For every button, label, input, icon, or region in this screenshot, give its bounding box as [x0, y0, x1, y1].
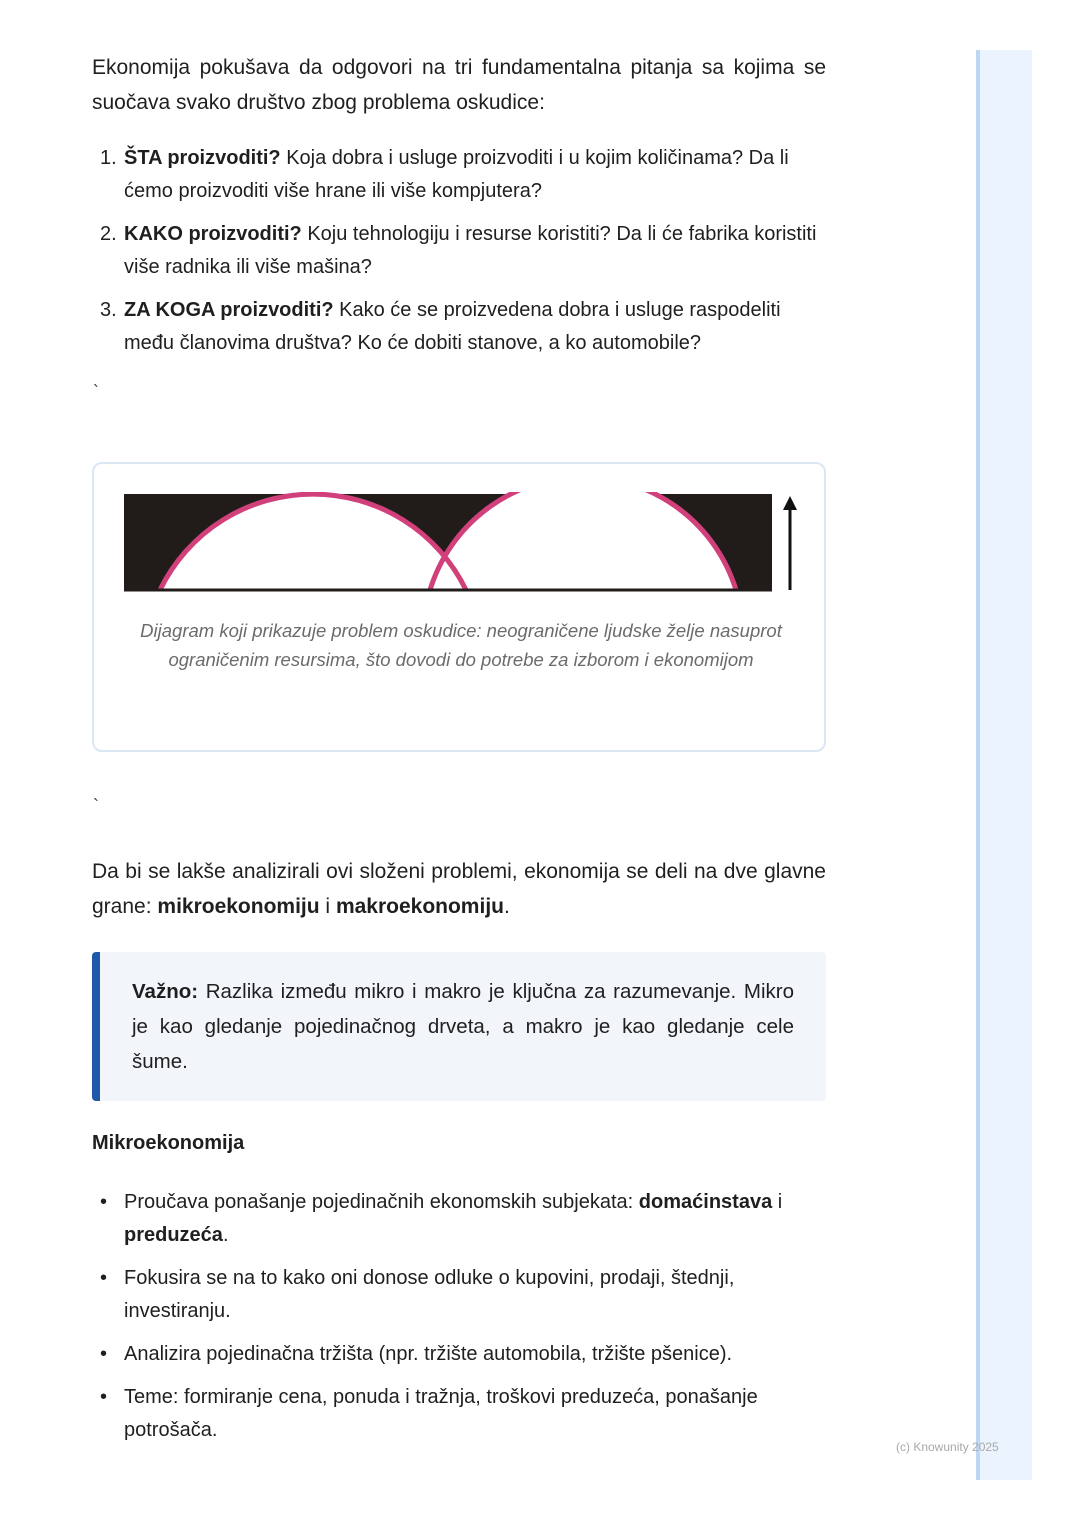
callout-body: Razlika između mikro i makro je ključna za razumevanje. Mikro je kao gledanje pojedinačnog drveta, a makro je kao gledanje cele šume.: [132, 980, 794, 1073]
callout-text: [132, 974, 794, 1079]
item-number: 3.: [100, 299, 117, 321]
arrow-up-icon: [783, 496, 797, 510]
bullet-text: Analizira pojedinačna tržišta (npr. tržište automobila, tržište pšenice).: [124, 1343, 733, 1365]
list-item: [100, 218, 826, 284]
micro-bullet-list: [100, 1186, 826, 1457]
division-end: .: [503, 895, 510, 918]
division-mid: i: [319, 895, 336, 918]
item-number: 2.: [100, 223, 117, 245]
division-paragraph: [92, 854, 826, 924]
bullet-text: Proučava ponašanje pojedinačnih ekonomskih subjekata:: [124, 1191, 639, 1213]
intro-paragraph: Ekonomija pokušava da odgovori na tri fundamentalna pitanja sa kojima se suočava svako društvo zbog problema oskudice:: [92, 56, 826, 114]
question-title: ZA KOGA proizvoditi?: [124, 299, 334, 321]
bullet-bold: domaćinstava: [638, 1191, 773, 1213]
list-item: [100, 142, 826, 208]
bullet-dot-icon: •: [100, 1267, 108, 1289]
bullet-bold: preduzeća: [124, 1224, 223, 1246]
bullet-dot-icon: •: [100, 1386, 108, 1408]
question-title: KAKO proizvoditi?: [124, 223, 302, 245]
list-item: [100, 1381, 826, 1447]
copyright-footer: (c) Knowunity 2025: [896, 1440, 999, 1454]
micro-heading: Mikroekonomija: [92, 1132, 245, 1154]
bullet-mid: i: [772, 1191, 783, 1213]
bullet-dot-icon: •: [100, 1191, 108, 1213]
scarcity-figure: [92, 462, 826, 752]
question-text: Kako će se proizvedena dobra i usluge raspodeliti među članovima društva? Ko će dobiti stanove, a ko automobile?: [124, 299, 781, 354]
list-item: [100, 1338, 826, 1371]
bullet-dot-icon: •: [100, 1343, 108, 1365]
division-text: Da bi se lakše analizirali ovi složeni problemi, ekonomija se deli na dve glavne grane:: [92, 860, 826, 918]
scarcity-diagram: [124, 492, 804, 602]
bullet-end: .: [222, 1224, 229, 1246]
main-content: [92, 50, 826, 354]
micro-term: mikroekonomiju: [157, 895, 320, 918]
list-item: [100, 294, 826, 360]
important-callout: [92, 952, 826, 1101]
sidebar-strip: [976, 50, 1032, 1480]
stray-backtick: `: [93, 382, 99, 402]
macro-term: makroekonomiju: [335, 895, 504, 918]
bullet-text: Teme: formiranje cena, ponuda i tražnja, troškovi preduzeća, ponašanje potrošača.: [124, 1386, 758, 1441]
stray-backtick: `: [93, 796, 99, 816]
item-number: 1.: [100, 147, 117, 169]
list-item: [100, 1262, 826, 1328]
question-text: Koju tehnologiju i resurse koristiti? Da li će fabrika koristiti više radnika ili više mašina?: [124, 223, 817, 278]
list-item: [100, 1186, 826, 1252]
questions-list: [100, 142, 826, 370]
question-title: ŠTA proizvoditi?: [124, 147, 281, 169]
question-text: Koja dobra i usluge proizvoditi i u kojim količinama? Da li ćemo proizvoditi više hrane ili više kompjutera?: [124, 147, 789, 202]
callout-label: Važno:: [132, 980, 199, 1003]
figure-caption: Dijagram koji prikazuje problem oskudice: neograničene ljudske želje nasuprot ograničenim resursima, što dovodi do potrebe za izborom i ekonomijom: [140, 620, 782, 670]
bullet-text: Fokusira se na to kako oni donose odluke o kupovini, prodaji, štednji, investiranju.: [124, 1267, 735, 1322]
